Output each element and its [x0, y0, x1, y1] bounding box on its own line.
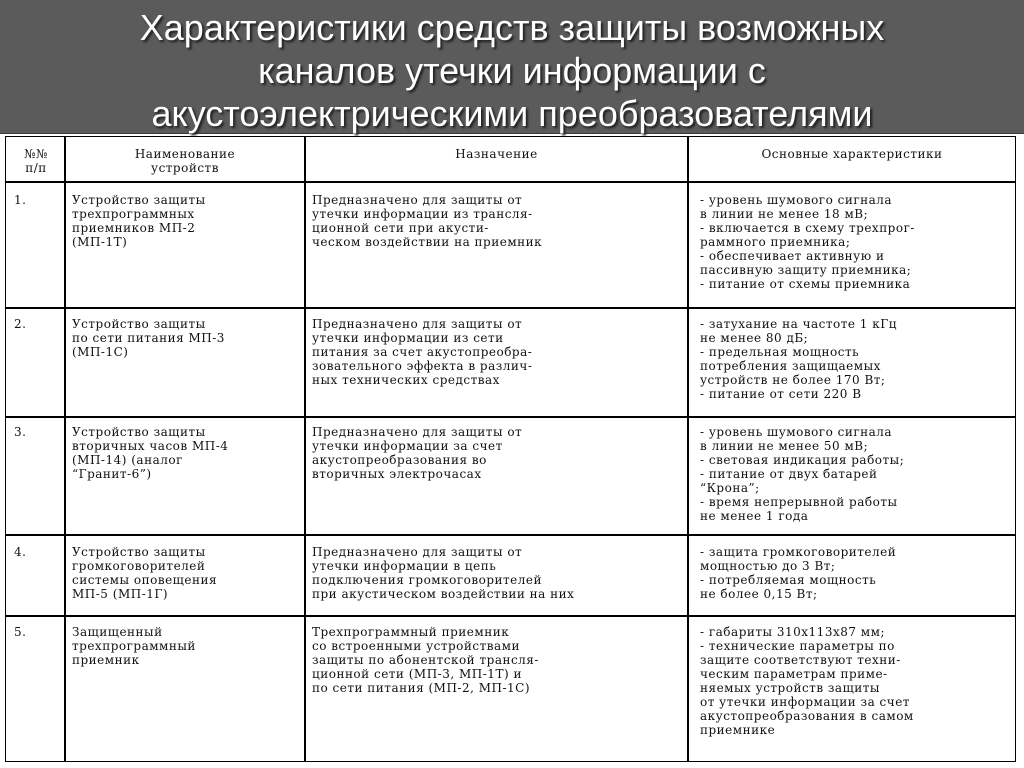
row-4-name: Устройство защиты громкоговорителей системы оповещения МП-5 (МП-1Г) — [72, 545, 218, 601]
row-divider — [6, 307, 1015, 309]
row-4-specs: - защита громкоговорителей мощностью до 3 Вт; - потребляемая мощность не более 0,15 Вт; — [700, 545, 897, 601]
row-1-purpose: Предназначено для защиты от утечки информации из трансля- ционной сети при акусти- ческом воздействии на приемник — [312, 193, 543, 249]
row-3-number: 3. — [14, 425, 27, 439]
title-line-2: каналов утечки информации с — [258, 50, 766, 91]
row-2-name: Устройство защиты по сети питания МП-3 (МП-1С) — [72, 317, 225, 359]
header-number: №№ п/п — [24, 147, 48, 175]
characteristics-table — [5, 136, 1016, 762]
title-line-3: акустоэлектрическими преобразователями — [151, 93, 873, 134]
row-divider — [6, 615, 1015, 617]
row-5-name: Защищенный трехпрограммный приемник — [72, 625, 196, 667]
header-purpose: Назначение — [455, 147, 538, 161]
row-5-specs: - габариты 310х113х87 мм; - технические параметры по защите соответствуют техни- ческим параметрам приме- няемых устройств защиты от утечки информации за счет акустопреобразования в самом приемнике — [700, 625, 914, 737]
row-3-name: Устройство защиты вторичных часов МП-4 (МП-14) (аналог “Гранит-6”) — [72, 425, 229, 481]
header-name: Наименование устройств — [134, 147, 236, 175]
row-1-number: 1. — [14, 193, 27, 207]
row-divider — [6, 416, 1015, 418]
row-2-purpose: Предназначено для защиты от утечки информации из сети питания за счет акустопреобра- зовательного эффекта в различ- ных технических средствах — [312, 317, 533, 387]
title-line-1: Характеристики средств защиты возможных — [139, 7, 885, 48]
row-5-number: 5. — [14, 625, 27, 639]
row-4-number: 4. — [14, 545, 27, 559]
header-specs: Основные характеристики — [761, 147, 943, 161]
column-divider — [304, 137, 306, 761]
column-divider — [64, 137, 66, 761]
column-divider — [687, 137, 689, 761]
row-1-specs: - уровень шумового сигнала в линии не менее 18 мВ; - включается в схему трехпрог- раммного приемника; - обеспечивает активную и пассивную защиту приемника; - питание от схемы приемника — [700, 193, 915, 291]
title-bar — [0, 0, 1024, 134]
row-5-purpose: Трехпрограммный приемник со встроенными устройствами защиты по абонентской трансля- ционной сети (МП-3, МП-1Т) и по сети питания (МП-2, МП-1С) — [312, 625, 539, 695]
row-3-purpose: Предназначено для защиты от утечки информации за счет акустопреобразования во вторичных электрочасах — [312, 425, 523, 481]
row-divider — [6, 534, 1015, 536]
slide-title — [0, 6, 1024, 135]
row-3-specs: - уровень шумового сигнала в линии не менее 50 мВ; - световая индикация работы; - питание от двух батарей “Крона”; - время непрерывной работы не менее 1 года — [700, 425, 905, 523]
row-1-name: Устройство защиты трехпрограммных приемников МП-2 (МП-1Т) — [72, 193, 206, 249]
row-2-number: 2. — [14, 317, 27, 331]
row-divider — [6, 181, 1015, 183]
row-2-specs: - затухание на частоте 1 кГц не менее 80 дБ; - предельная мощность потребления защищаемых устройств не более 170 Вт; - питание от сети 220 В — [700, 317, 897, 401]
row-4-purpose: Предназначено для защиты от утечки информации в цепь подключения громкоговорителей при акустическом воздействии на них — [312, 545, 575, 601]
